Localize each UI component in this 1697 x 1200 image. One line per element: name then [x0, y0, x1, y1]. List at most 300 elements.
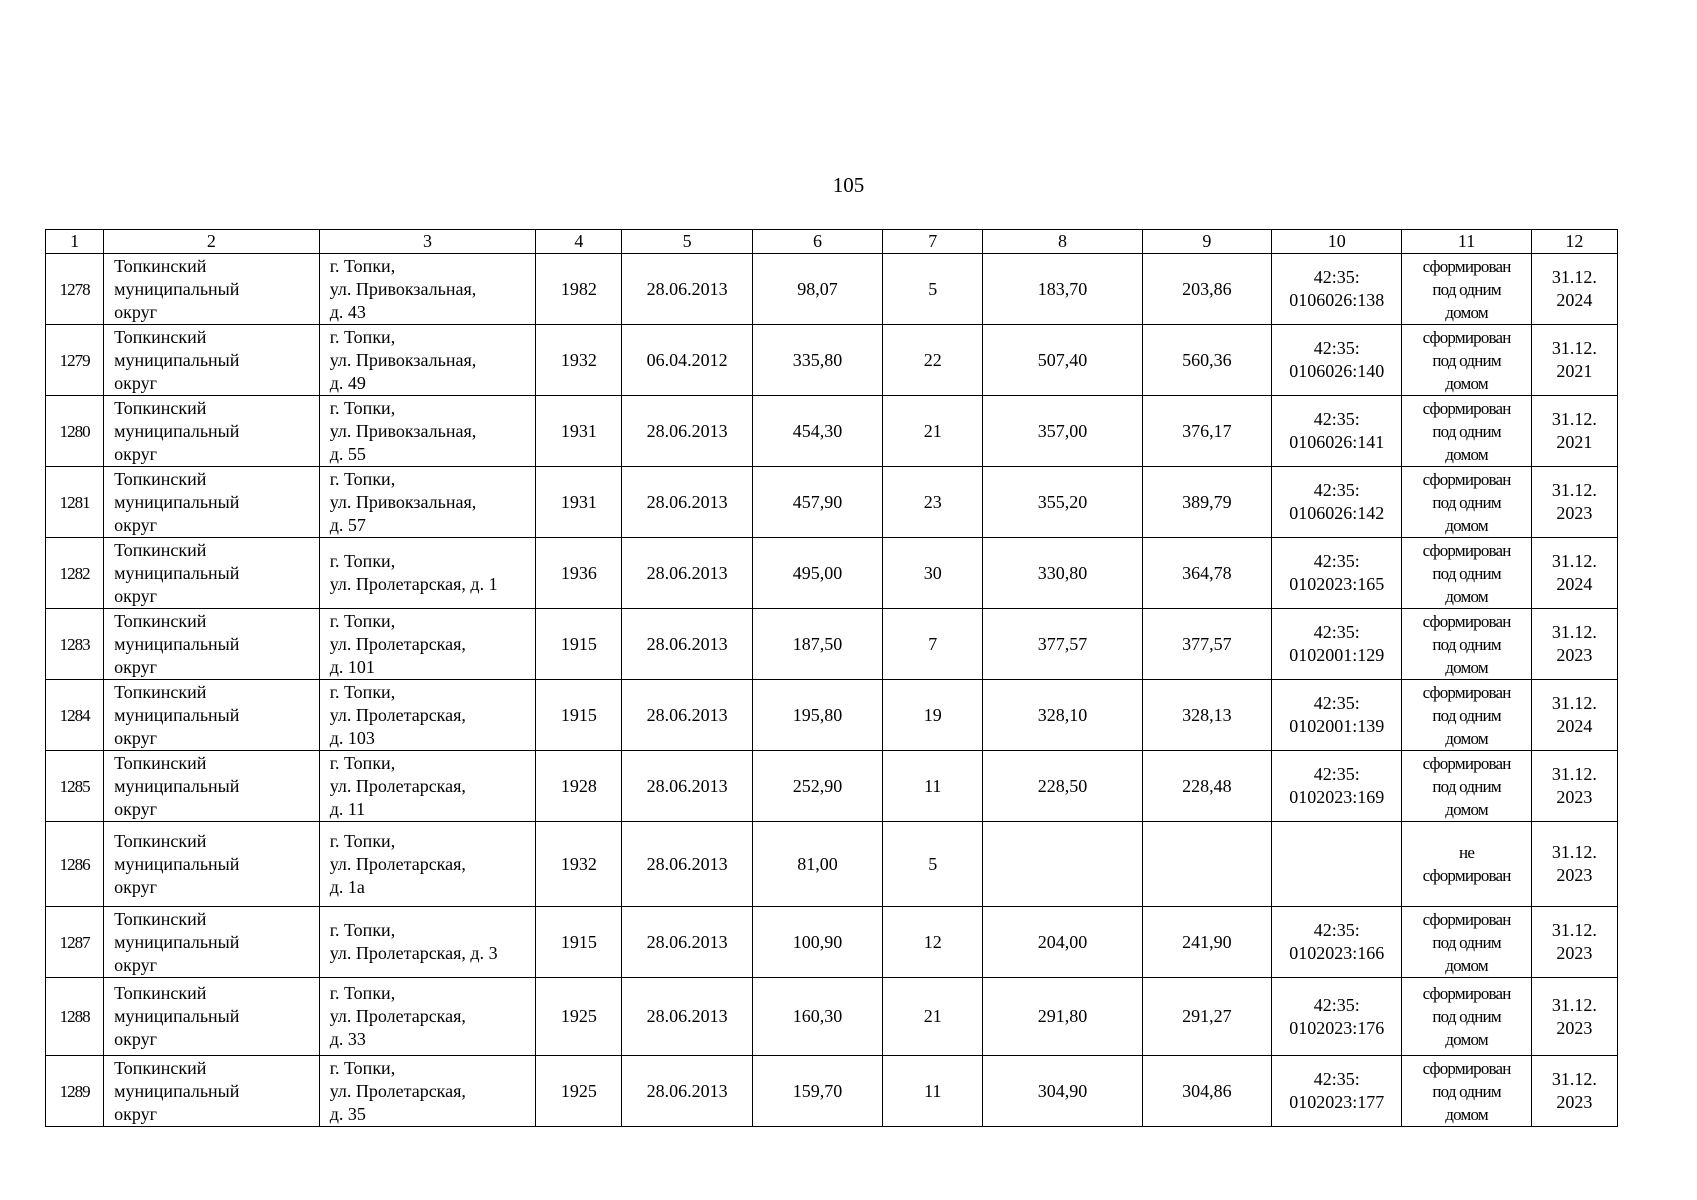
cell-line: г. Топки,	[329, 255, 396, 276]
cell-line: под одним	[1432, 350, 1501, 370]
row-number-cell: 1281	[46, 467, 104, 538]
cadastre-number-cell	[1272, 325, 1402, 396]
col6-cell: 252,90	[752, 751, 882, 822]
row-number-cell: 1278	[46, 254, 104, 325]
address-cell	[319, 538, 536, 609]
cell-line: муниципальный	[114, 931, 240, 952]
cell-line: 31.12.	[1551, 842, 1597, 862]
cell-line: домом	[1445, 1104, 1488, 1124]
deadline-cell	[1531, 978, 1617, 1056]
col7-cell: 5	[883, 254, 983, 325]
cell-line: д. 33	[329, 1029, 366, 1049]
cadastre-number-cell	[1272, 538, 1402, 609]
address-cell	[319, 907, 536, 978]
cell-line: 0106026:141	[1289, 432, 1385, 452]
cell-line: Топкинский	[114, 681, 207, 702]
cell-line: под одним	[1432, 563, 1501, 583]
cell-line: г. Топки,	[329, 326, 396, 347]
cell-line: домом	[1445, 955, 1488, 975]
district-cell	[104, 822, 320, 907]
col7-cell: 11	[883, 1056, 983, 1127]
col9-cell: 241,90	[1142, 907, 1271, 978]
cell-line: Топкинский	[114, 752, 207, 773]
land-status-cell	[1402, 822, 1531, 907]
column-header: 5	[622, 230, 752, 254]
cell-line: Топкинский	[114, 908, 207, 929]
cell-line: 2023	[1556, 865, 1593, 885]
date-cell: 28.06.2013	[622, 254, 752, 325]
cell-line: Топкинский	[114, 610, 207, 631]
land-status-cell	[1402, 609, 1531, 680]
cell-line: сформирован	[1422, 398, 1511, 418]
land-status-cell	[1402, 978, 1531, 1056]
col6-cell: 454,30	[752, 396, 882, 467]
cell-line: ул. Пролетарская,	[329, 853, 466, 874]
district-cell	[104, 680, 320, 751]
year-cell: 1936	[536, 538, 622, 609]
cell-line: г. Топки,	[329, 681, 396, 702]
cell-line: 2023	[1556, 503, 1593, 523]
deadline-cell	[1531, 751, 1617, 822]
cell-line: сформирован	[1422, 327, 1511, 347]
cell-line: 2023	[1556, 645, 1593, 665]
col9-cell: 328,13	[1142, 680, 1271, 751]
col7-cell: 12	[883, 907, 983, 978]
deadline-cell	[1531, 467, 1617, 538]
cell-line: 31.12.	[1551, 338, 1597, 358]
cell-line: Топкинский	[114, 326, 207, 347]
col8-cell: 328,10	[983, 680, 1142, 751]
table-row	[46, 396, 1618, 467]
column-header: 10	[1272, 230, 1402, 254]
cell-line: 42:35:	[1313, 1069, 1360, 1089]
date-cell: 28.06.2013	[622, 538, 752, 609]
deadline-cell	[1531, 325, 1617, 396]
address-cell	[319, 609, 536, 680]
column-header: 4	[536, 230, 622, 254]
year-cell: 1915	[536, 907, 622, 978]
cell-line: ул. Привокзальная,	[329, 420, 477, 441]
cell-line: домом	[1445, 515, 1488, 535]
col9-cell: 228,48	[1142, 751, 1271, 822]
col6-cell: 100,90	[752, 907, 882, 978]
district-cell	[104, 907, 320, 978]
cell-line: 42:35:	[1313, 920, 1360, 940]
cell-line: сформирован	[1422, 682, 1511, 702]
cell-line: под одним	[1432, 776, 1501, 796]
cell-line: сформирован	[1422, 866, 1511, 885]
col9-cell: 203,86	[1142, 254, 1271, 325]
row-number-cell: 1280	[46, 396, 104, 467]
col8-cell: 291,80	[983, 978, 1142, 1056]
cell-line: ул. Пролетарская,	[329, 1080, 466, 1101]
district-cell	[104, 467, 320, 538]
cell-line: г. Топки,	[329, 1057, 396, 1078]
column-header: 12	[1531, 230, 1617, 254]
cell-line: 42:35:	[1313, 267, 1360, 287]
col8-cell	[983, 822, 1142, 907]
year-cell: 1925	[536, 978, 622, 1056]
cell-line: округ	[114, 1029, 158, 1049]
cell-line: округ	[114, 372, 158, 393]
cell-line: под одним	[1432, 705, 1501, 725]
district-cell	[104, 325, 320, 396]
cell-line: ул. Пролетарская, д. 3	[329, 943, 498, 963]
cell-line: муниципальный	[114, 349, 240, 370]
table-row	[46, 680, 1618, 751]
date-cell: 06.04.2012	[622, 325, 752, 396]
cell-line: д. 49	[329, 372, 366, 393]
cell-line: д. 43	[329, 301, 366, 322]
address-cell	[319, 1056, 536, 1127]
year-cell: 1982	[536, 254, 622, 325]
address-cell	[319, 254, 536, 325]
col8-cell: 507,40	[983, 325, 1142, 396]
cell-line: ул. Пролетарская,	[329, 704, 466, 725]
row-number-cell: 1287	[46, 907, 104, 978]
column-header: 1	[46, 230, 104, 254]
cell-line: 2024	[1556, 574, 1593, 594]
col8-cell: 228,50	[983, 751, 1142, 822]
table-row	[46, 254, 1618, 325]
col7-cell: 30	[883, 538, 983, 609]
page-number: 105	[832, 173, 865, 197]
cell-line: сформирован	[1422, 256, 1511, 276]
land-status-cell	[1402, 538, 1531, 609]
col9-cell: 560,36	[1142, 325, 1271, 396]
column-number-header-row	[46, 230, 1618, 254]
date-cell: 28.06.2013	[622, 822, 752, 907]
date-cell: 28.06.2013	[622, 680, 752, 751]
cell-line: д. 57	[329, 514, 366, 535]
col9-cell	[1142, 822, 1271, 907]
col8-cell: 330,80	[983, 538, 1142, 609]
cell-line: ул. Пролетарская,	[329, 775, 466, 796]
cadastre-number-cell	[1272, 467, 1402, 538]
date-cell: 28.06.2013	[622, 1056, 752, 1127]
address-cell	[319, 978, 536, 1056]
cadastre-number-cell	[1272, 1056, 1402, 1127]
cell-line: муниципальный	[114, 278, 240, 299]
cell-line: г. Топки,	[329, 397, 396, 418]
cell-line: домом	[1445, 1030, 1488, 1049]
cell-line: ул. Привокзальная,	[329, 278, 477, 299]
cell-line: Топкинский	[114, 539, 207, 560]
cell-line: Топкинский	[114, 983, 207, 1003]
table-row	[46, 1056, 1618, 1127]
year-cell: 1915	[536, 680, 622, 751]
cell-line: 31.12.	[1551, 693, 1597, 713]
deadline-cell	[1531, 396, 1617, 467]
table-row	[46, 978, 1618, 1056]
cell-line: 2023	[1556, 1092, 1593, 1112]
land-status-cell	[1402, 467, 1531, 538]
cell-line: 2021	[1556, 361, 1593, 381]
cell-line: Топкинский	[114, 397, 207, 418]
row-number-cell: 1288	[46, 978, 104, 1056]
address-cell	[319, 396, 536, 467]
cell-line: г. Топки,	[329, 468, 396, 489]
cell-line: 0106026:140	[1289, 361, 1385, 381]
cell-line: 0102023:165	[1289, 574, 1385, 594]
deadline-cell	[1531, 254, 1617, 325]
cell-line: не	[1459, 843, 1475, 862]
cell-line: муниципальный	[114, 775, 240, 796]
col6-cell: 98,07	[752, 254, 882, 325]
col8-cell: 357,00	[983, 396, 1142, 467]
land-status-cell	[1402, 907, 1531, 978]
cell-line: г. Топки,	[329, 551, 396, 571]
cell-line: 0102001:129	[1289, 645, 1385, 665]
cell-line: под одним	[1432, 492, 1501, 512]
cell-line: ул. Привокзальная,	[329, 491, 477, 512]
row-number-cell: 1285	[46, 751, 104, 822]
deadline-cell	[1531, 680, 1617, 751]
address-cell	[319, 751, 536, 822]
cell-line: 42:35:	[1313, 409, 1360, 429]
cell-line: округ	[114, 727, 158, 748]
cell-line: муниципальный	[114, 633, 240, 654]
row-number-cell: 1286	[46, 822, 104, 907]
cell-line: округ	[114, 656, 158, 677]
year-cell: 1928	[536, 751, 622, 822]
cell-line: д. 35	[329, 1103, 366, 1124]
date-cell: 28.06.2013	[622, 467, 752, 538]
table-row	[46, 325, 1618, 396]
cell-line: сформирован	[1422, 540, 1511, 560]
cell-line: домом	[1445, 586, 1488, 606]
cell-line: округ	[114, 585, 158, 606]
cell-line: округ	[114, 443, 158, 464]
cell-line: ул. Привокзальная,	[329, 349, 477, 370]
land-status-cell	[1402, 751, 1531, 822]
col8-cell: 204,00	[983, 907, 1142, 978]
year-cell: 1931	[536, 396, 622, 467]
row-number-cell: 1282	[46, 538, 104, 609]
column-header: 11	[1402, 230, 1531, 254]
cell-line: Топкинский	[114, 468, 207, 489]
column-header: 7	[883, 230, 983, 254]
cadastre-number-cell	[1272, 751, 1402, 822]
cell-line: ул. Пролетарская, д. 1	[329, 574, 498, 594]
cell-line: г. Топки,	[329, 983, 396, 1003]
cell-line: 0102023:176	[1289, 1017, 1385, 1038]
cell-line: ул. Пролетарская,	[329, 1006, 466, 1026]
column-header: 6	[752, 230, 882, 254]
date-cell: 28.06.2013	[622, 396, 752, 467]
cell-line: д. 11	[329, 798, 366, 819]
column-header: 9	[1142, 230, 1271, 254]
cell-line: 42:35:	[1313, 994, 1360, 1015]
table-row	[46, 751, 1618, 822]
cell-line: 31.12.	[1551, 409, 1597, 429]
cadastre-number-cell	[1272, 822, 1402, 907]
cell-line: 31.12.	[1551, 1069, 1597, 1089]
deadline-cell	[1531, 609, 1617, 680]
col8-cell: 355,20	[983, 467, 1142, 538]
cell-line: домом	[1445, 657, 1488, 677]
col7-cell: 11	[883, 751, 983, 822]
deadline-cell	[1531, 907, 1617, 978]
cell-line: 42:35:	[1313, 480, 1360, 500]
cell-line: округ	[114, 954, 158, 975]
year-cell: 1932	[536, 822, 622, 907]
year-cell: 1931	[536, 467, 622, 538]
cell-line: 42:35:	[1313, 338, 1360, 358]
cell-line: муниципальный	[114, 853, 240, 874]
table-row	[46, 822, 1618, 907]
col7-cell: 5	[883, 822, 983, 907]
row-number-cell: 1283	[46, 609, 104, 680]
cadastre-number-cell	[1272, 680, 1402, 751]
cell-line: муниципальный	[114, 1006, 240, 1026]
cell-line: 42:35:	[1313, 693, 1360, 713]
cell-line: 2024	[1556, 290, 1593, 310]
cadastre-number-cell	[1272, 609, 1402, 680]
cell-line: 2023	[1556, 787, 1593, 807]
cell-line: 0102023:166	[1289, 943, 1385, 963]
cell-line: сформирован	[1422, 909, 1511, 929]
cell-line: муниципальный	[114, 1080, 240, 1101]
cell-line: Топкинский	[114, 255, 207, 276]
district-cell	[104, 609, 320, 680]
cell-line: г. Топки,	[329, 920, 396, 940]
row-number-cell: 1289	[46, 1056, 104, 1127]
land-status-cell	[1402, 396, 1531, 467]
cell-line: 42:35:	[1313, 551, 1360, 571]
cell-line: д. 101	[329, 656, 375, 677]
col9-cell: 389,79	[1142, 467, 1271, 538]
cell-line: сформирован	[1422, 1058, 1511, 1078]
address-cell	[319, 467, 536, 538]
land-status-cell	[1402, 254, 1531, 325]
cell-line: под одним	[1432, 932, 1501, 952]
district-cell	[104, 538, 320, 609]
cadastre-number-cell	[1272, 254, 1402, 325]
address-cell	[319, 680, 536, 751]
col8-cell: 183,70	[983, 254, 1142, 325]
column-header: 3	[319, 230, 536, 254]
cell-line: под одним	[1432, 421, 1501, 441]
cell-line: под одним	[1432, 279, 1501, 299]
cadastre-number-cell	[1272, 396, 1402, 467]
cell-line: 42:35:	[1313, 764, 1360, 784]
district-cell	[104, 1056, 320, 1127]
district-cell	[104, 751, 320, 822]
cell-line: 0106026:142	[1289, 503, 1385, 523]
cell-line: сформирован	[1422, 753, 1511, 773]
cell-line: сформирован	[1422, 984, 1511, 1003]
cell-line: домом	[1445, 799, 1488, 819]
col6-cell: 187,50	[752, 609, 882, 680]
cell-line: муниципальный	[114, 562, 240, 583]
cell-line: 0102001:139	[1289, 716, 1385, 736]
deadline-cell	[1531, 538, 1617, 609]
col6-cell: 81,00	[752, 822, 882, 907]
year-cell: 1925	[536, 1056, 622, 1127]
col7-cell: 19	[883, 680, 983, 751]
col9-cell: 376,17	[1142, 396, 1271, 467]
district-cell	[104, 396, 320, 467]
cell-line: сформирован	[1422, 469, 1511, 489]
deadline-cell	[1531, 822, 1617, 907]
year-cell: 1915	[536, 609, 622, 680]
cell-line: под одним	[1432, 1007, 1501, 1026]
col9-cell: 304,86	[1142, 1056, 1271, 1127]
col9-cell: 364,78	[1142, 538, 1271, 609]
cell-line: 31.12.	[1551, 551, 1597, 571]
cell-line: 31.12.	[1551, 994, 1597, 1015]
land-status-cell	[1402, 680, 1531, 751]
cell-line: сформирован	[1422, 611, 1511, 631]
cell-line: 2023	[1556, 1017, 1593, 1038]
col6-cell: 160,30	[752, 978, 882, 1056]
cell-line: 0106026:138	[1289, 290, 1385, 310]
table-row	[46, 907, 1618, 978]
col6-cell: 457,90	[752, 467, 882, 538]
cell-line: муниципальный	[114, 491, 240, 512]
address-cell	[319, 325, 536, 396]
date-cell: 28.06.2013	[622, 907, 752, 978]
address-cell	[319, 822, 536, 907]
col8-cell: 377,57	[983, 609, 1142, 680]
cell-line: округ	[114, 301, 158, 322]
cell-line: 42:35:	[1313, 622, 1360, 642]
cell-line: муниципальный	[114, 704, 240, 725]
district-cell	[104, 254, 320, 325]
cell-line: 31.12.	[1551, 267, 1597, 287]
cell-line: под одним	[1432, 1081, 1501, 1101]
col6-cell: 495,00	[752, 538, 882, 609]
cell-line: 31.12.	[1551, 920, 1597, 940]
table-row	[46, 609, 1618, 680]
year-cell: 1932	[536, 325, 622, 396]
cell-line: г. Топки,	[329, 610, 396, 631]
cell-line: 2023	[1556, 943, 1593, 963]
col7-cell: 23	[883, 467, 983, 538]
cell-line: д. 55	[329, 443, 366, 464]
col7-cell: 21	[883, 978, 983, 1056]
cell-line: домом	[1445, 728, 1488, 748]
col6-cell: 195,80	[752, 680, 882, 751]
land-status-cell	[1402, 325, 1531, 396]
col7-cell: 21	[883, 396, 983, 467]
housing-registry-table	[45, 229, 1618, 1127]
cell-line: г. Топки,	[329, 830, 396, 851]
deadline-cell	[1531, 1056, 1617, 1127]
col6-cell: 335,80	[752, 325, 882, 396]
cell-line: округ	[114, 1103, 158, 1124]
row-number-cell: 1279	[46, 325, 104, 396]
cell-line: Топкинский	[114, 1057, 207, 1078]
column-header: 8	[983, 230, 1142, 254]
cell-line: домом	[1445, 444, 1488, 464]
district-cell	[104, 978, 320, 1056]
col8-cell: 304,90	[983, 1056, 1142, 1127]
cell-line: 31.12.	[1551, 764, 1597, 784]
cell-line: 0102023:169	[1289, 787, 1385, 807]
column-header: 2	[104, 230, 320, 254]
cell-line: округ	[114, 876, 158, 897]
table-row	[46, 467, 1618, 538]
col7-cell: 7	[883, 609, 983, 680]
col6-cell: 159,70	[752, 1056, 882, 1127]
cadastre-number-cell	[1272, 978, 1402, 1056]
cell-line: 31.12.	[1551, 622, 1597, 642]
cell-line: д. 1а	[329, 876, 365, 897]
cell-line: под одним	[1432, 634, 1501, 654]
cell-line: 31.12.	[1551, 480, 1597, 500]
